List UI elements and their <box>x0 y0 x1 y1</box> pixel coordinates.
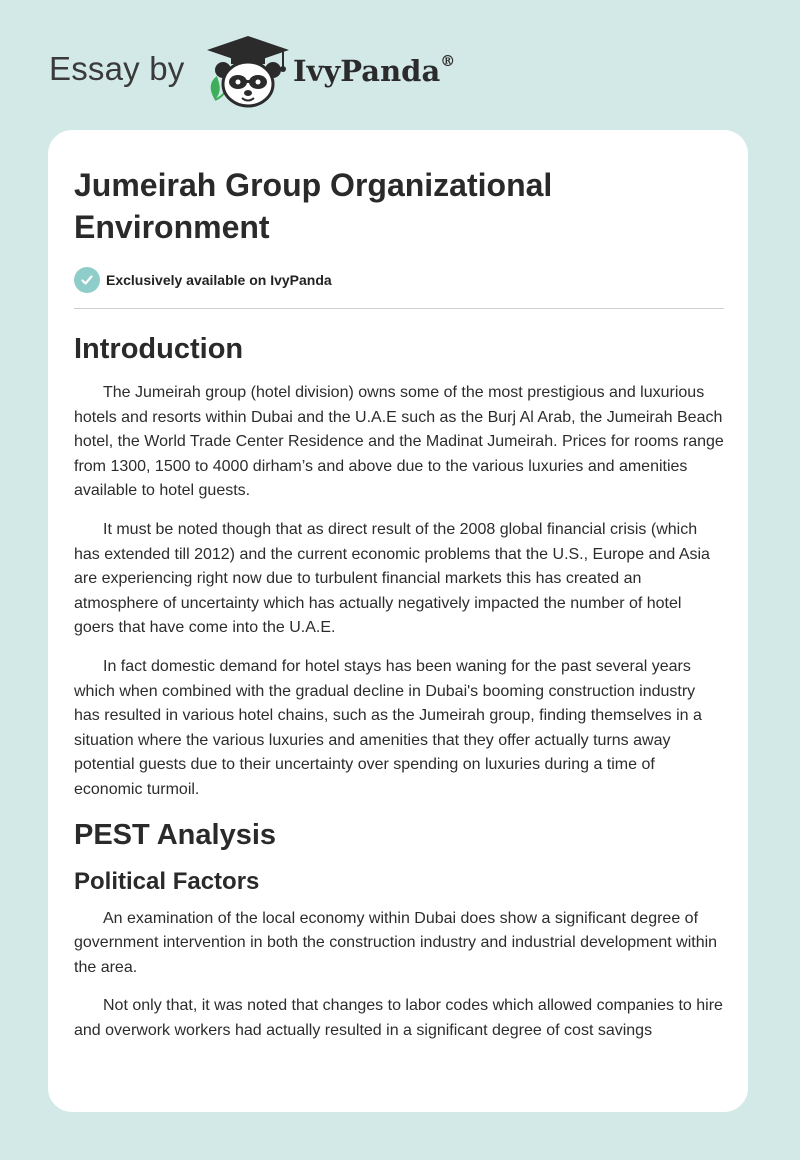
subsection-heading-political-factors: Political Factors <box>74 867 260 895</box>
exclusive-badge-text: Exclusively available on IvyPanda <box>106 272 332 288</box>
panda-logo-icon[interactable] <box>201 34 295 110</box>
brand-name-text: IvyPanda <box>293 54 441 88</box>
brand-name[interactable] <box>293 54 455 88</box>
paragraph: An examination of the local economy within Dubai does show a significant degree of government intervention in both the construction industry and industrial development within the area. <box>74 909 718 976</box>
paragraph: In fact domestic demand for hotel stays has been waning for the past several years which when combined with the gradual decline in Dubai's booming construction industry has resulted in various hotel chains, such as the Jumeirah group, finding themselves in a situation where the various luxuries and amenities that they offer actually turns away potential guests due to their uncertainty over spending on luxuries during a time of economic turmoil. <box>74 657 702 798</box>
page-title: Jumeirah Group Organizational Environment <box>74 167 553 245</box>
check-icon <box>74 267 100 293</box>
paragraph: Not only that, it was noted that changes to labor codes which allowed companies to hire and overwork workers had actually resulted in a significant degree of cost savings <box>74 997 723 1039</box>
paragraph: It must be noted though that as direct result of the 2008 global financial crisis (which has extended till 2012) and the current economic problems that the U.S., Europe and Asia are experiencing right now due to turbulent financial markets this has created an atmosphere of uncertainty which has actually negatively impacted the number of hotel goers that have come into the U.A.E. <box>74 520 710 637</box>
section-heading-introduction: Introduction <box>74 333 244 365</box>
essay-by-label: Essay by <box>49 50 185 87</box>
site-header <box>49 34 469 110</box>
trademark-symbol: ® <box>440 52 456 71</box>
section-heading-pest-analysis: PEST Analysis <box>74 818 277 851</box>
paragraph: The Jumeirah group (hotel division) owns some of the most prestigious and luxurious hotels and resorts within Dubai and the U.A.E such as the Burj Al Arab, the Jumeirah Beach hotel, the World Trade Center Residence and the Madinat Jumeirah. Prices for rooms range from 1300, 1500 to 4000 dirham’s and above due to the various luxuries and amenities available to hotel guests. <box>74 384 724 500</box>
exclusive-badge <box>74 266 724 294</box>
essay-content <box>74 164 724 1057</box>
divider <box>74 308 724 309</box>
essay-card <box>48 130 748 1112</box>
